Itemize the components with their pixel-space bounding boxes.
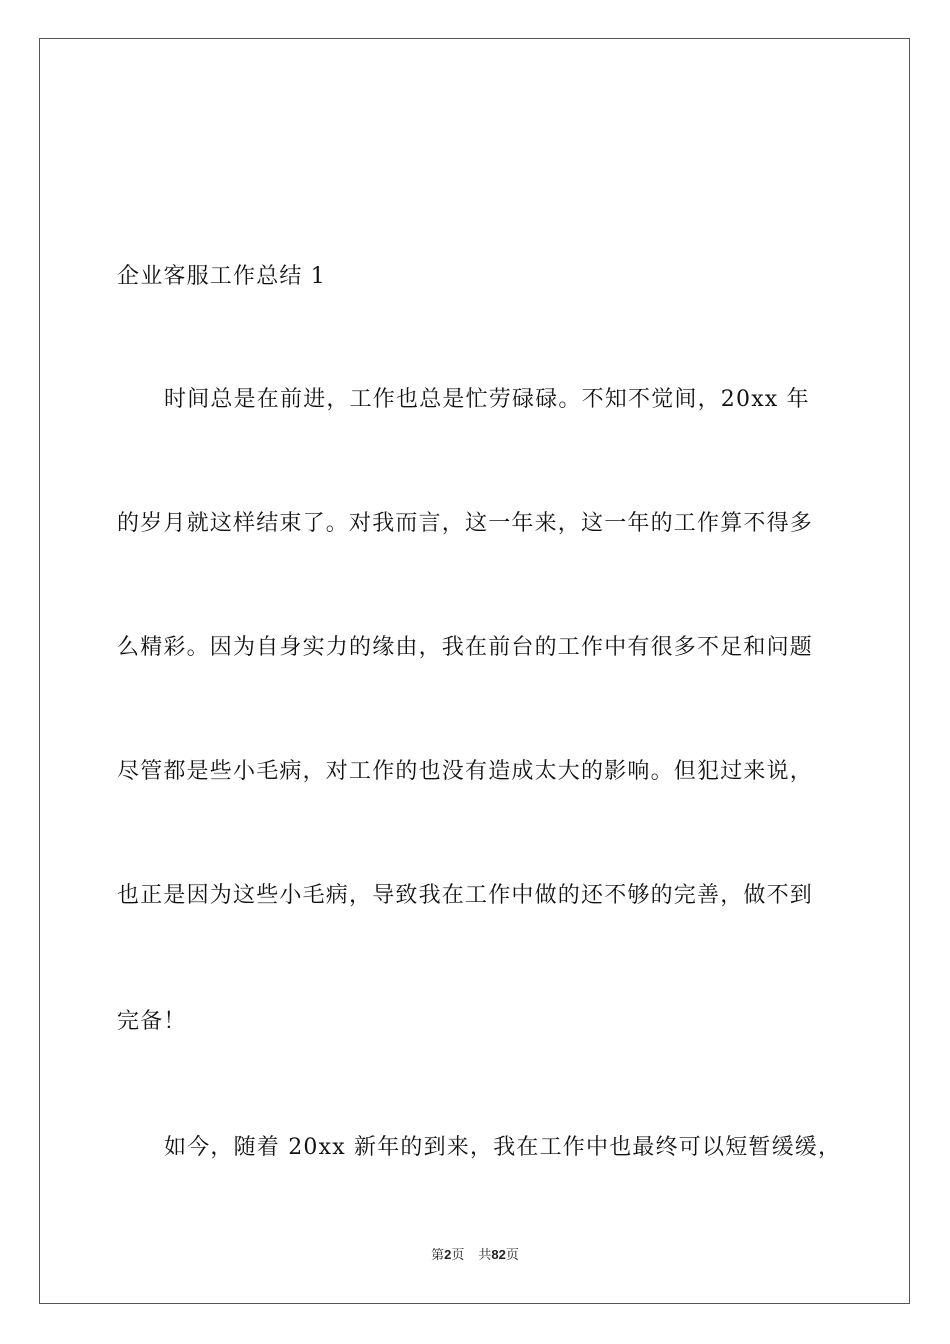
page-number: 2 <box>444 1247 452 1262</box>
page-footer <box>0 1246 950 1265</box>
paragraph-line-7: 如今，随着 20xx 新年的到来，我在工作中也最终可以短暂缓缓， <box>164 1135 842 1160</box>
document-title: 企业客服工作总结 1 <box>117 264 326 289</box>
paragraph-line-4: 尽管都是些小毛病，对工作的也没有造成太大的影响。但犯过来说， <box>117 759 814 784</box>
paragraph-line-3: 么精彩。因为自身实力的缘由，我在前台的工作中有很多不足和问题 <box>117 635 814 660</box>
page-suffix: 页 <box>451 1248 465 1263</box>
page-border <box>39 38 910 1304</box>
paragraph-line-1: 时间总是在前进，工作也总是忙劳碌碌。不知不觉间，20xx 年 <box>164 387 810 412</box>
paragraph-line-2: 的岁月就这样结束了。对我而言，这一年来，这一年的工作算不得多 <box>117 511 814 536</box>
paragraph-line-5: 也正是因为这些小毛病，导致我在工作中做的还不够的完善，做不到 <box>117 883 814 908</box>
total-suffix: 页 <box>505 1248 519 1263</box>
total-pages: 82 <box>491 1247 506 1262</box>
page-prefix: 第 <box>431 1248 445 1263</box>
paragraph-line-6: 完备！ <box>117 1009 187 1034</box>
total-prefix: 共 <box>478 1248 492 1263</box>
